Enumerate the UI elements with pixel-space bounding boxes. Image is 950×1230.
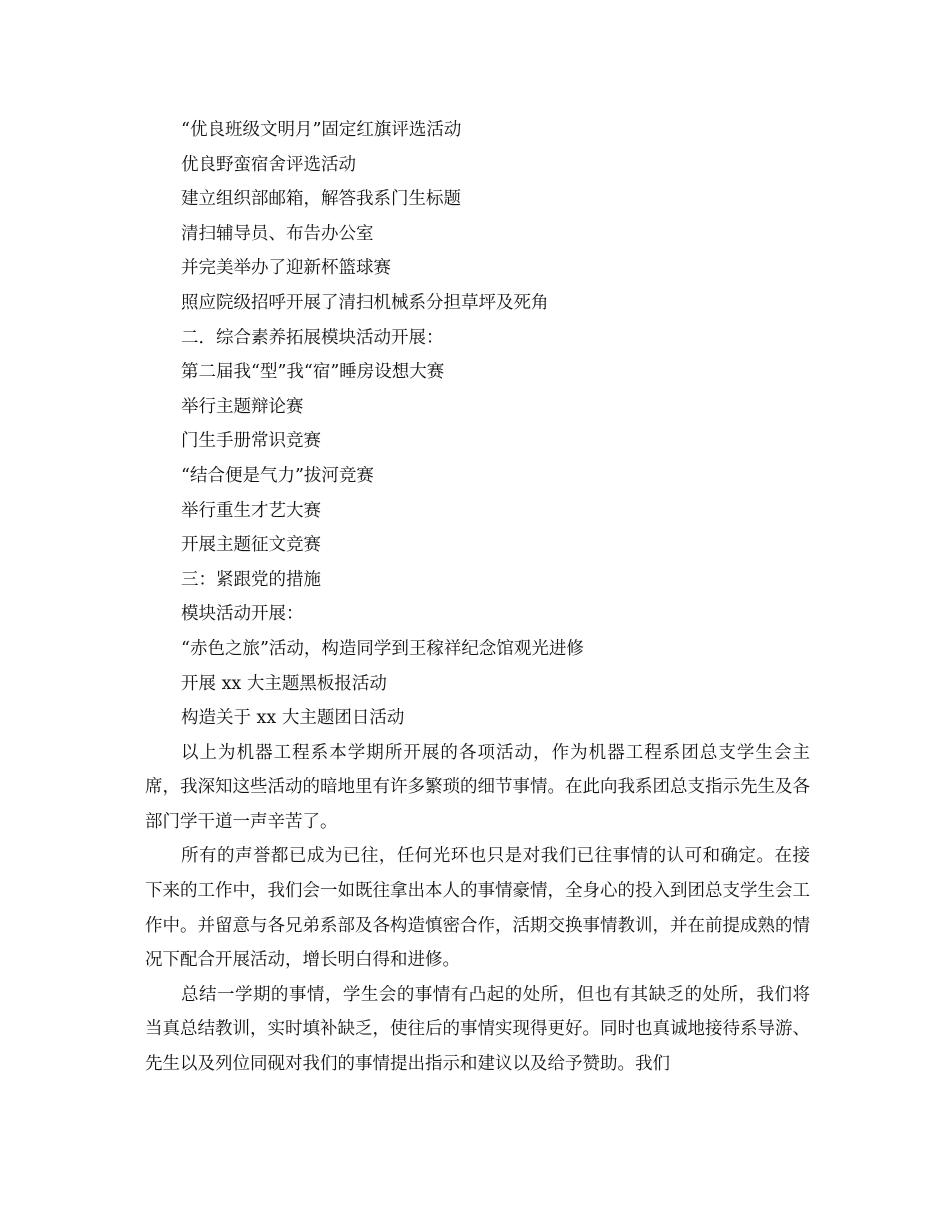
section-heading: 三：紧跟党的措施 <box>181 569 321 590</box>
body-paragraph: 总结一学期的事情，学生会的事情有凸起的处所，但也有其缺乏的处所，我们将当真总结教训，实时填补缺乏，使往后的事情实现得更好。同时也真诚地接待系导游、先生以及列位同砚对我们的事情提出指示和建议以及给予赞助。我们 <box>145 984 810 1075</box>
document-body <box>145 113 810 1082</box>
list-item: “结合便是气力”拔河竞赛 <box>181 465 374 486</box>
list-item: 模块活动开展： <box>181 604 304 625</box>
list-item: 构造关于 xx 大主题团日活动 <box>181 708 405 729</box>
list-item: 门生手册常识竞赛 <box>181 431 321 452</box>
body-paragraph: 以上为机器工程系本学期所开展的各项活动，作为机器工程系团总支学生会主席，我深知这些活动的暗地里有许多繁琐的细节事情。在此向我系团总支指示先生及各部门学干道一声辛苦了。 <box>145 742 810 832</box>
list-item: 照应院级招呼开展了清扫机械系分担草坪及死角 <box>181 292 549 313</box>
list-item: “赤色之旅”活动，构造同学到王稼祥纪念馆观光进修 <box>181 638 584 659</box>
list-item: 举行重生才艺大赛 <box>181 500 321 521</box>
section-heading: 二．综合素养拓展模块活动开展： <box>181 327 444 348</box>
list-item: 并完美举办了迎新杯篮球赛 <box>181 258 391 279</box>
list-item: 优良野蛮宿舍评选活动 <box>181 154 356 175</box>
list-item: 举行主题辩论赛 <box>181 396 304 417</box>
list-item: 开展主题征文竞赛 <box>181 535 321 556</box>
body-paragraph: 所有的声誉都已成为已往，任何光环也只是对我们已往事情的认可和确定。在接下来的工作中，我们会一如既往拿出本人的事情豪情，全身心的投入到团总支学生会工作中。并留意与各兄弟系部及各构造慎密合作，活期交换事情教训，并在前提成熟的情况下配合开展活动，增长明白得和进修。 <box>145 846 810 971</box>
list-item: “优良班级文明月”固定红旗评选活动 <box>181 120 462 140</box>
list-item: 开展 xx 大主题黑板报活动 <box>181 673 387 694</box>
list-item: 清扫辅导员、布告办公室 <box>181 223 374 244</box>
list-item: 建立组织部邮箱，解答我系门生标题 <box>181 189 461 210</box>
list-item: 第二届我“型”我“宿”睡房设想大赛 <box>181 362 445 383</box>
